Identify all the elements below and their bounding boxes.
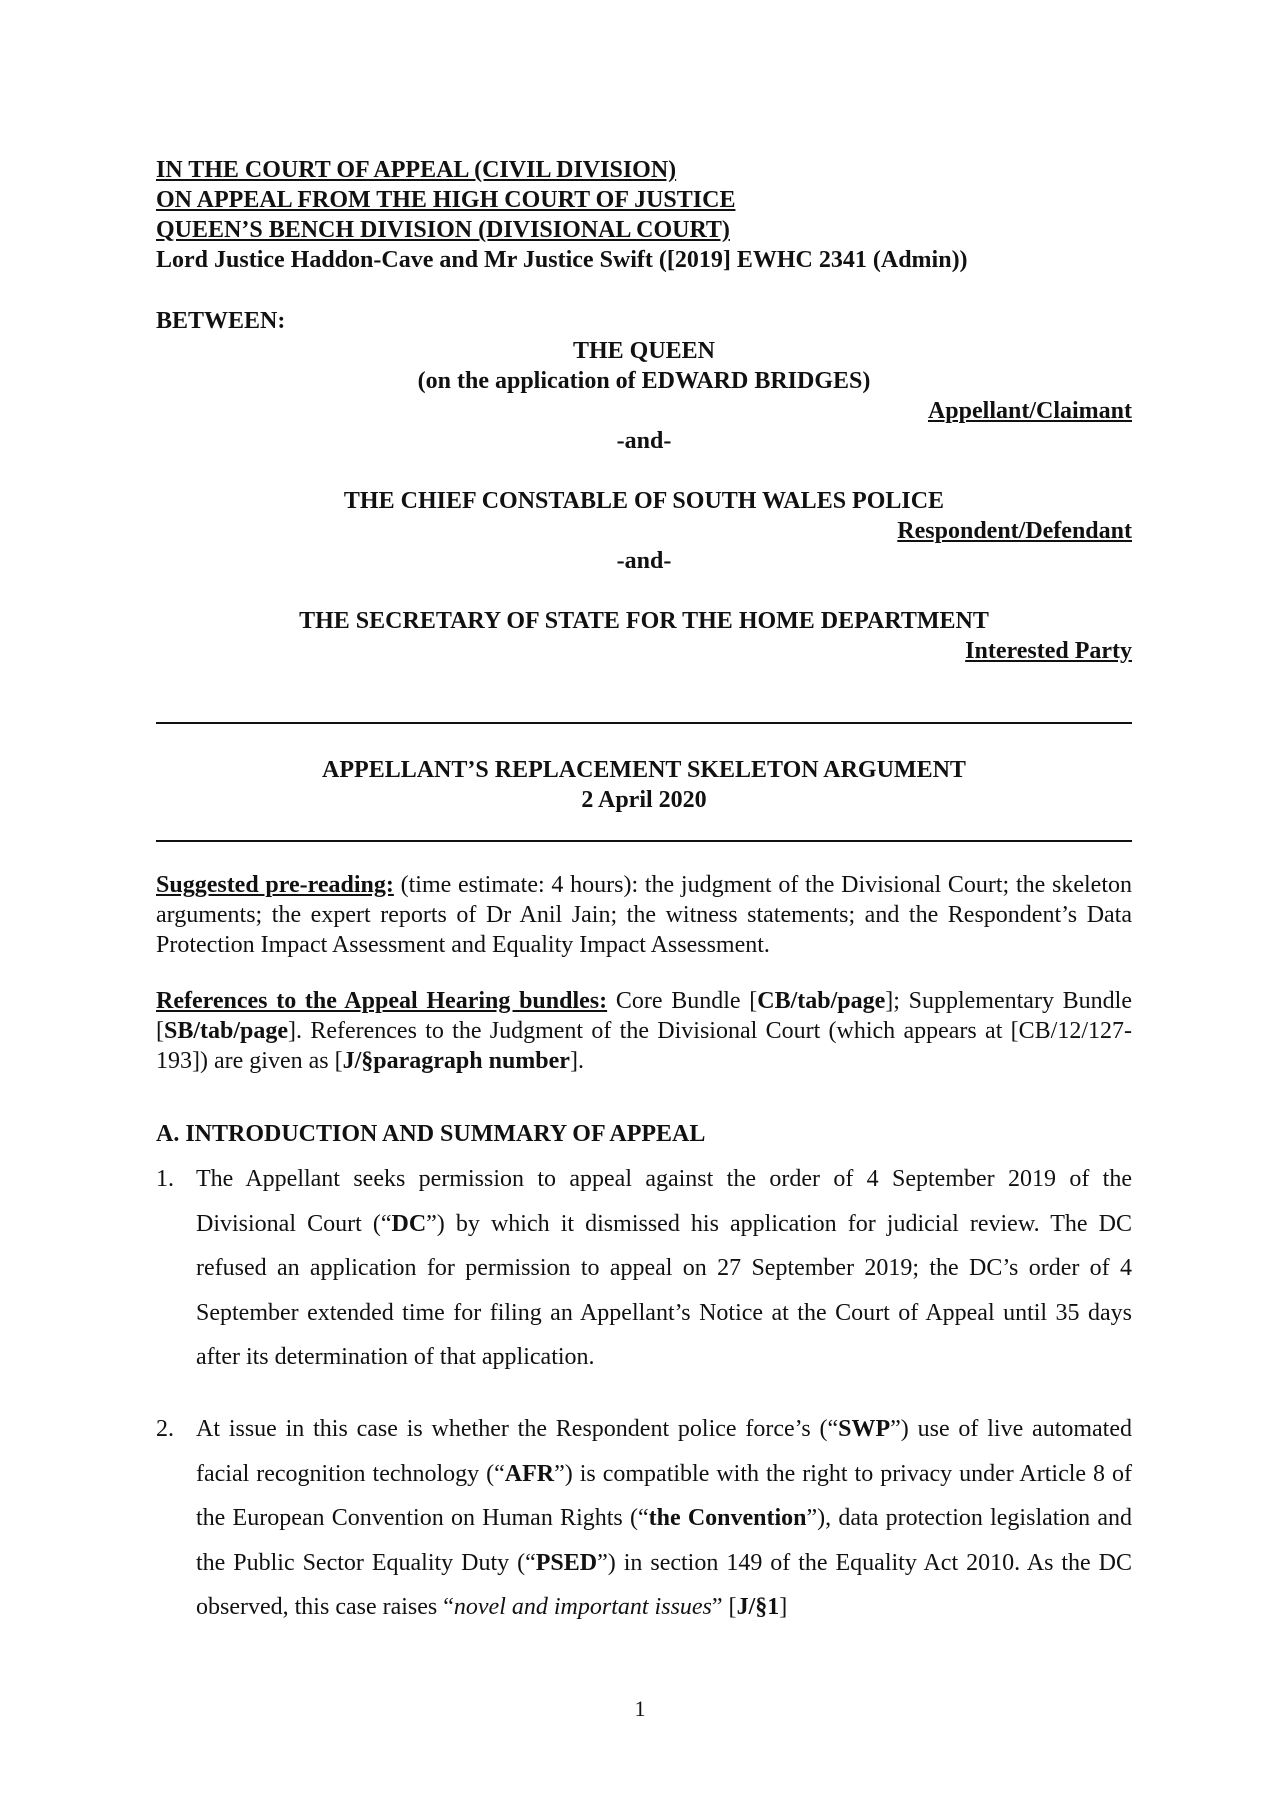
references-paragraph — [156, 986, 1132, 1076]
court-line-3: QUEEN’S BENCH DIVISION (DIVISIONAL COURT) — [156, 217, 730, 243]
page-number: 1 — [634, 1696, 646, 1721]
paragraph-1 — [156, 1157, 1132, 1380]
paragraph-1-text — [196, 1157, 1132, 1380]
party1-subtitle: (on the application of EDWARD BRIDGES) — [417, 368, 871, 394]
document-date: 2 April 2020 — [581, 787, 707, 813]
paragraph-2-judgment-ref: J/§1 — [736, 1594, 780, 1620]
references-text-1: Core Bundle [ — [607, 988, 758, 1014]
paragraph-2-text-4: ”), data protection legislation and the Public Sector Equality Duty (“ — [196, 1505, 1132, 1576]
paragraph-1-text-1: The Appellant seeks permission to appeal against the order of 4 September 2019 of the Divisional Court (“ — [196, 1166, 1132, 1237]
party1-role-text: Appellant/Claimant — [927, 398, 1132, 424]
prereading-label: Suggested pre-reading: — [156, 872, 394, 898]
paragraph-2-text-2: ”) use of live automated facial recognition technology (“ — [196, 1416, 1132, 1487]
prereading-text: (time estimate: 4 hours): the judgment of the Divisional Court; the skeleton arguments; the expert reports of Dr Anil Jain; the witness statements; and the Respondent’s Data Protection Impact Assessment and Equality Impact Assessment. — [156, 872, 1133, 958]
references-supplementary-bundle: SB/tab/page — [164, 1018, 289, 1044]
section-a-heading: A. INTRODUCTION AND SUMMARY OF APPEAL — [156, 1121, 706, 1147]
paragraph-2-number: 2. — [156, 1416, 174, 1442]
party2-name: THE CHIEF CONSTABLE OF SOUTH WALES POLICE — [343, 488, 945, 514]
and-separator-1: -and- — [616, 428, 672, 454]
court-line-2: ON APPEAL FROM THE HIGH COURT OF JUSTICE — [156, 187, 736, 213]
judges-line: Lord Justice Haddon-Cave and Mr Justice Swift ([2019] EWHC 2341 (Admin)) — [156, 247, 968, 273]
paragraph-2-quote: novel and important issues — [453, 1594, 712, 1620]
title-rule-bottom — [156, 840, 1132, 842]
document-title: APPELLANT’S REPLACEMENT SKELETON ARGUMENT — [322, 757, 966, 783]
paragraph-1-number: 1. — [156, 1166, 174, 1192]
party2-role — [156, 516, 1132, 546]
references-text-4: ]. — [569, 1048, 584, 1074]
prereading-paragraph — [156, 870, 1132, 960]
court-line-1: IN THE COURT OF APPEAL (CIVIL DIVISION) — [156, 157, 677, 183]
court-heading — [156, 155, 1132, 275]
party2-role-text: Respondent/Defendant — [897, 518, 1132, 544]
paragraph-1-dc-term: DC — [391, 1210, 427, 1237]
paragraph-2-psed-term: PSED — [535, 1549, 598, 1576]
references-label: References to the Appeal Hearing bundles: — [156, 988, 608, 1014]
paragraph-2-swp-term: SWP — [838, 1416, 891, 1442]
party3-role — [156, 636, 1132, 666]
paragraph-2-text-6: ” [ — [711, 1594, 737, 1620]
and-separator-2: -and- — [616, 548, 672, 574]
paragraph-2-text — [196, 1407, 1132, 1630]
paragraph-1-text-2: ”) by which it dismissed his application for judicial review. The DC refused an application for permission to appeal on 27 September 2019; the DC’s order of 4 September extended time for filing an Appellant’s Notice at the Court of Appeal until 35 days after its determination of that application. — [196, 1210, 1132, 1370]
paragraph-2-text-7: ] — [779, 1594, 788, 1620]
party3-role-text: Interested Party — [965, 638, 1132, 664]
party1-role — [156, 396, 1132, 426]
paragraph-2-text-5: ”) in section 149 of the Equality Act 2010. As the DC observed, this case raises “ — [196, 1549, 1132, 1620]
paragraph-2 — [156, 1407, 1132, 1630]
paragraph-2-afr-term: AFR — [504, 1460, 555, 1487]
paragraph-2-text-1: At issue in this case is whether the Respondent police force’s (“ — [196, 1416, 839, 1442]
references-judgment-ref: J/§paragraph number — [342, 1048, 570, 1074]
title-rule-top — [156, 722, 1132, 724]
references-text-2: ]; Supplementary Bundle [ — [156, 988, 1132, 1044]
party3-name: THE SECRETARY OF STATE FOR THE HOME DEPARTMENT — [299, 608, 989, 634]
between-label: BETWEEN: — [156, 308, 286, 334]
references-core-bundle: CB/tab/page — [757, 988, 886, 1014]
paragraph-2-text-3: ”) is compatible with the right to privacy under Article 8 of the European Convention on Human Rights (“ — [196, 1460, 1132, 1531]
party1-name: THE QUEEN — [572, 338, 716, 364]
references-text-3: ]. References to the Judgment of the Divisional Court (which appears at [CB/12/127-193]) are given as [ — [156, 1018, 1132, 1074]
paragraph-2-convention-term: the Convention — [648, 1505, 807, 1531]
